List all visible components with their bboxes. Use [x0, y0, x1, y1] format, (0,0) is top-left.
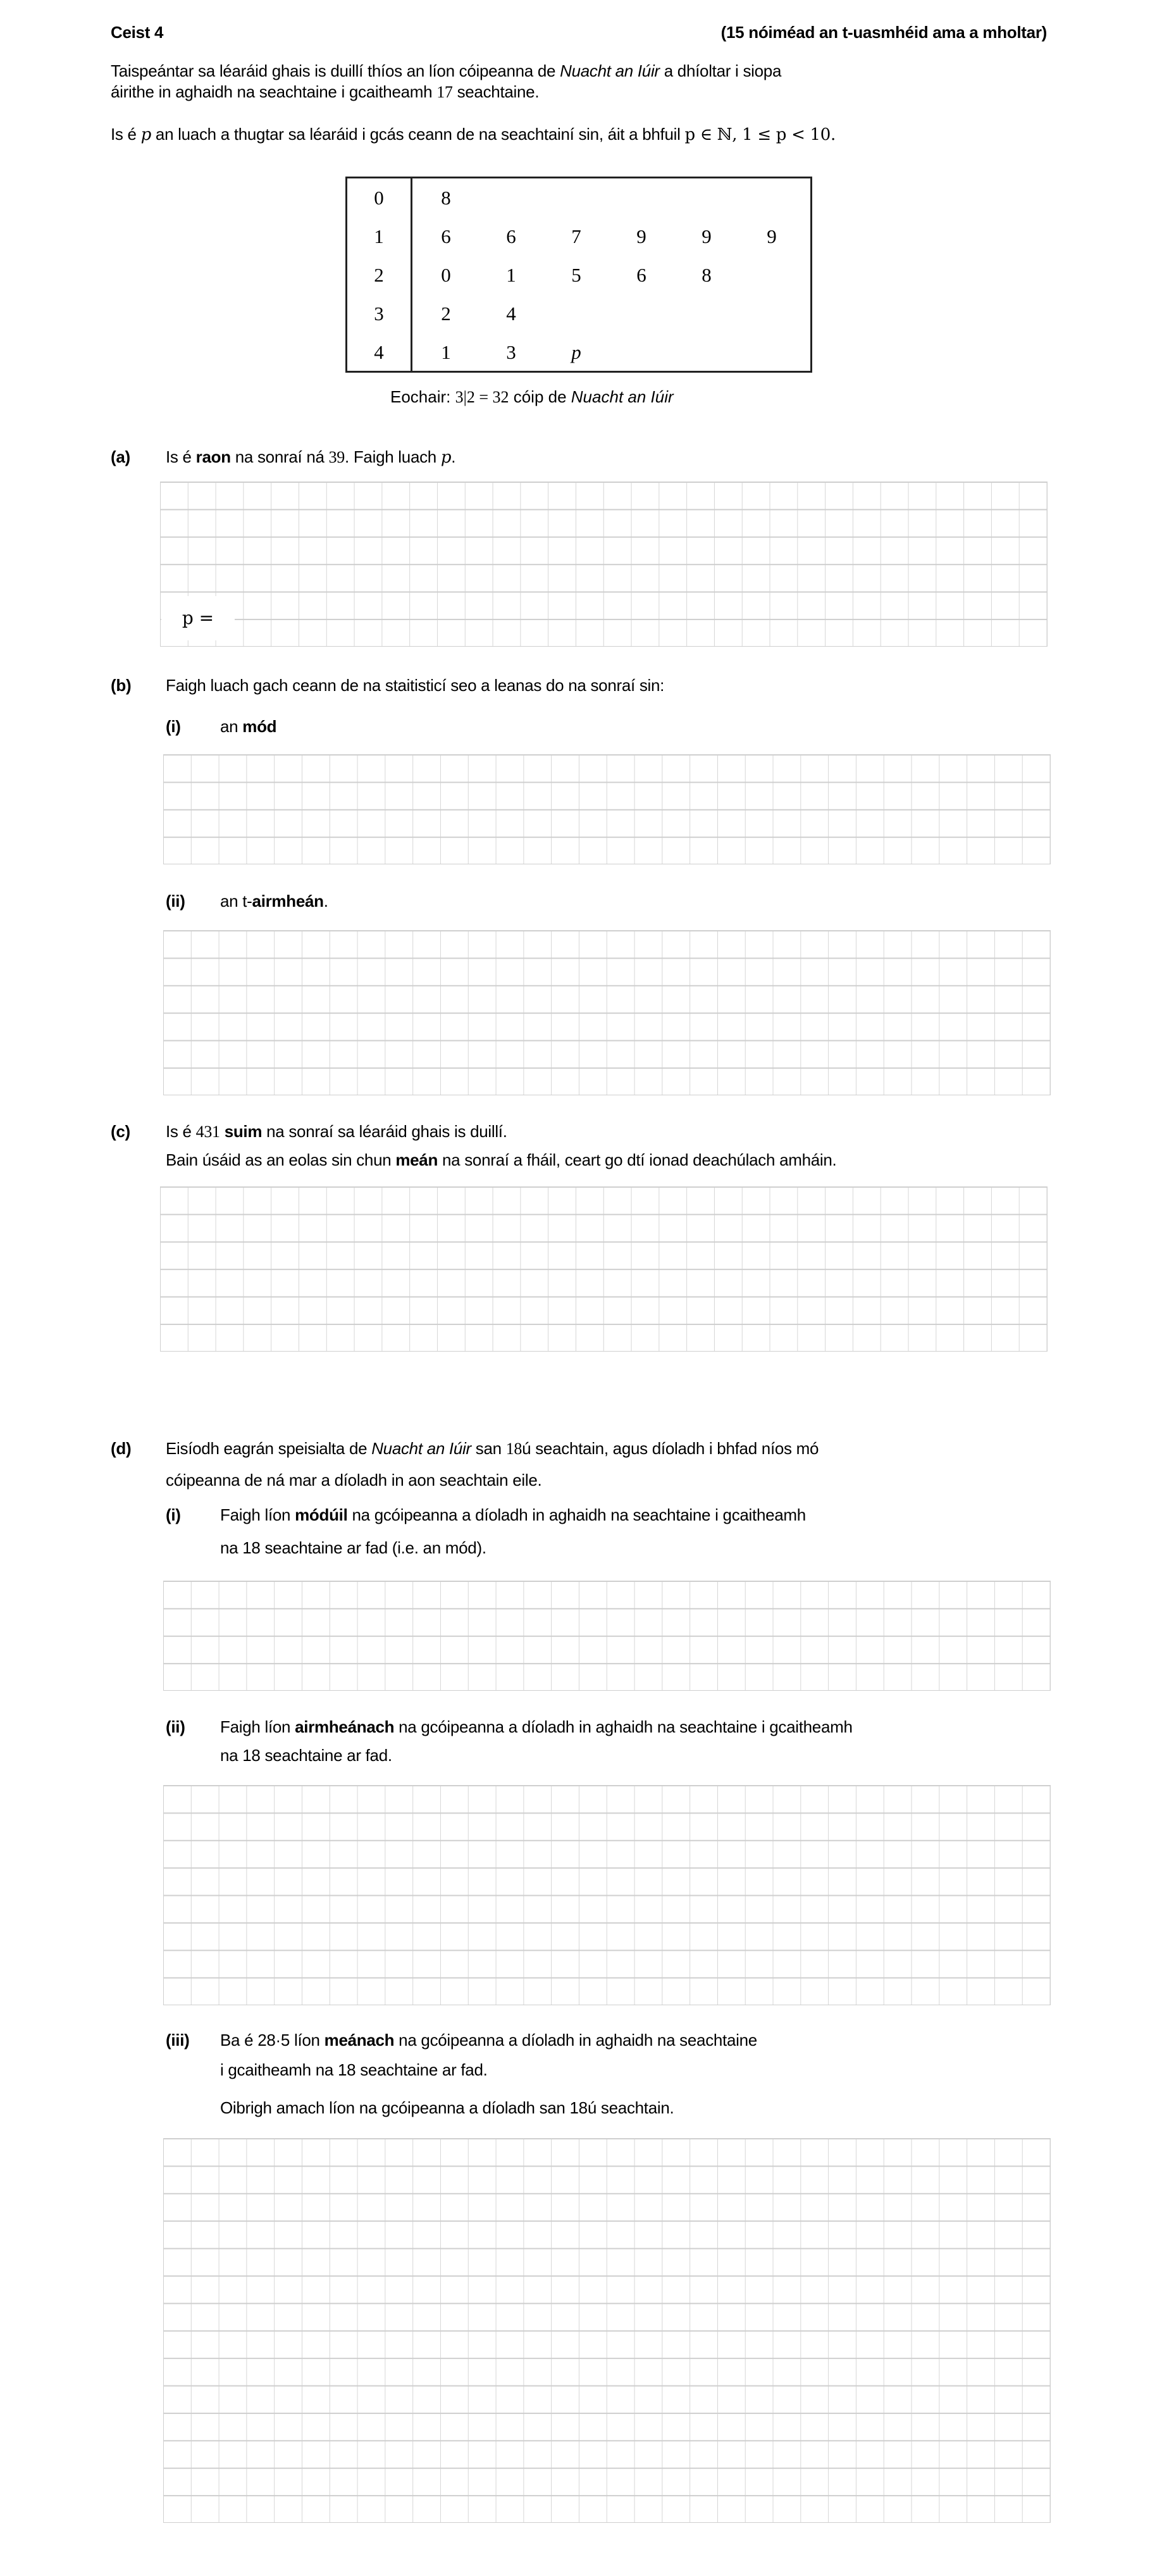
part-c-line-2	[166, 1150, 837, 1169]
key-example: 3|2 = 32	[455, 388, 509, 406]
part-b-i-label: (i)	[166, 717, 181, 736]
text: Eisíodh eagrán speisialta de	[166, 1439, 372, 1458]
variable-p: p	[440, 448, 452, 467]
key-newspaper: Nuacht an Iúir	[571, 387, 674, 406]
keyword-mode: mód	[242, 717, 277, 736]
text	[220, 1122, 225, 1141]
key-label: Eochair:	[390, 387, 455, 406]
part-d-label: (d)	[111, 1439, 132, 1458]
sum-value: 431	[195, 1123, 220, 1141]
part-d-iii-line-2: i gcaitheamh na 18 seachtaine ar fad.	[220, 2060, 488, 2079]
text: . Faigh luach	[345, 447, 441, 466]
leaf-value: p	[571, 341, 581, 363]
leaf-value: 5	[571, 264, 581, 286]
key-text: cóip de	[509, 387, 571, 406]
part-b-question: Faigh luach gach ceann de na staitisticí seo a leanas do na sonraí sin:	[166, 676, 665, 695]
text: na sonraí sa léaráid ghais is duillí.	[262, 1122, 507, 1141]
keyword-mean: meán	[395, 1150, 438, 1169]
answer-grid-c[interactable]	[160, 1186, 1048, 1352]
intro-text: áirithe in aghaidh na seachtaine i gcaitheamh	[111, 82, 437, 101]
intro-text: Taispeántar sa léaráid ghais is duillí thíos an líon cóipeanna de	[111, 61, 560, 80]
leaf-value: 8	[441, 187, 451, 209]
keyword-mean: meánach	[324, 2031, 395, 2050]
text: Faigh líon	[220, 1717, 295, 1736]
p-condition: p ∈ ℕ, 1 ≤ p < 10.	[684, 125, 836, 144]
part-d-ii-label: (ii)	[166, 1717, 185, 1736]
part-d-i-line-1	[220, 1505, 806, 1524]
part-b-i-question	[220, 717, 276, 736]
part-d-line-2: cóipeanna de ná mar a díoladh in aon seachtain eile.	[166, 1471, 542, 1490]
newspaper-title: Nuacht an Iúir	[560, 61, 660, 80]
keyword-modal: módúil	[295, 1505, 348, 1524]
text: Faigh líon	[220, 1505, 295, 1524]
stem-divider	[411, 178, 412, 371]
range-value: 39	[328, 448, 345, 466]
text: Is é	[166, 1122, 196, 1141]
intro-text: an luach a thugtar sa léaráid i gcás ceann de na seachtainí sin, áit a bhfuil	[151, 125, 685, 144]
intro-number: 17	[436, 83, 453, 101]
part-c-label: (c)	[111, 1122, 130, 1141]
stem-leaf-key	[390, 387, 674, 407]
text: .	[323, 892, 328, 911]
answer-prefix-p: p =	[161, 596, 235, 640]
part-c-line-1	[166, 1122, 507, 1142]
leaf-value: 1	[506, 264, 516, 286]
part-d-i-line-2: na 18 seachtaine ar fad (i.e. an mód).	[220, 1538, 486, 1557]
text: Is é	[166, 447, 196, 466]
text: na sonraí ná	[230, 447, 329, 466]
newspaper-title: Nuacht an Iúir	[371, 1439, 471, 1458]
leaf-value: 7	[571, 225, 581, 247]
part-d-i-label: (i)	[166, 1505, 181, 1524]
intro-text: Is é	[111, 125, 141, 144]
text: na gcóipeanna a díoladh in aghaidh na seachtaine i gcaitheamh	[394, 1717, 853, 1736]
intro-text: a dhíoltar i siopa	[659, 61, 782, 80]
stem-value: 3	[374, 302, 384, 325]
leaf-value: 4	[506, 302, 516, 325]
answer-grid-d-i[interactable]	[163, 1581, 1051, 1691]
part-d-ii-line-2: na 18 seachtaine ar fad.	[220, 1746, 392, 1765]
intro-line-1	[111, 61, 781, 80]
text: Ba é 28·5 líon	[220, 2031, 325, 2050]
answer-grid-a[interactable]	[160, 482, 1048, 647]
text: san	[471, 1439, 506, 1458]
stem-value: 1	[374, 225, 384, 247]
part-a-label: (a)	[111, 447, 130, 466]
leaf-value: 3	[506, 341, 516, 363]
text: .	[451, 447, 456, 466]
leaf-value: 9	[702, 225, 712, 247]
intro-text: seachtaine.	[452, 82, 540, 101]
leaf-value: 9	[636, 225, 646, 247]
keyword-median: airmheánach	[295, 1717, 395, 1736]
keyword-median: airmheán	[252, 892, 324, 911]
part-d-line-1	[166, 1439, 819, 1459]
intro-line-3	[111, 125, 836, 144]
week-number: 18	[505, 1440, 522, 1458]
stem-value: 0	[374, 187, 384, 209]
time-allowance: (15 nóiméad an t-uasmhéid ama a mholtar)	[720, 23, 1047, 42]
part-b-label: (b)	[111, 676, 132, 695]
keyword-range: raon	[195, 447, 231, 466]
answer-grid-b-i[interactable]	[163, 754, 1051, 864]
leaf-value: 6	[441, 225, 451, 247]
text: ú seachtain, agus díoladh i bhfad níos mó	[522, 1439, 819, 1458]
intro-line-2	[111, 82, 539, 102]
leaf-value: 6	[506, 225, 516, 247]
question-title: Ceist 4	[111, 23, 164, 42]
leaf-value: 0	[441, 264, 451, 286]
part-d-iii-line-1	[220, 2031, 757, 2050]
stem-value: 2	[374, 264, 384, 286]
part-b-ii-label: (ii)	[166, 892, 185, 911]
text: na sonraí a fháil, ceart go dtí ionad deachúlach amháin.	[438, 1150, 837, 1169]
text: Bain úsáid as an eolas sin chun	[166, 1150, 396, 1169]
answer-grid-d-ii[interactable]	[163, 1785, 1051, 2005]
leaf-value: 8	[702, 264, 712, 286]
leaf-value: 1	[441, 341, 451, 363]
text: na gcóipeanna a díoladh in aghaidh na seachtaine i gcaitheamh	[347, 1505, 806, 1524]
answer-grid-b-ii[interactable]	[163, 930, 1051, 1095]
stem-value: 4	[374, 341, 384, 363]
part-d-ii-line-1	[220, 1717, 853, 1736]
leaf-value: 2	[441, 302, 451, 325]
leaf-value: 6	[636, 264, 646, 286]
variable-p: p	[140, 125, 151, 144]
part-d-iii-line-3: Oibrigh amach líon na gcóipeanna a díoladh san 18ú seachtain.	[220, 2098, 674, 2117]
stem-leaf-diagram	[345, 177, 812, 373]
part-b-ii-question	[220, 892, 328, 911]
text: an	[220, 717, 243, 736]
answer-grid-d-iii[interactable]	[163, 2138, 1051, 2523]
text: an t-	[220, 892, 252, 911]
leaf-value: 9	[767, 225, 777, 247]
keyword-sum: suim	[224, 1122, 263, 1141]
part-a-question	[166, 447, 455, 467]
part-d-iii-label: (iii)	[166, 2031, 190, 2050]
text: na gcóipeanna a díoladh in aghaidh na seachtaine	[394, 2031, 757, 2050]
